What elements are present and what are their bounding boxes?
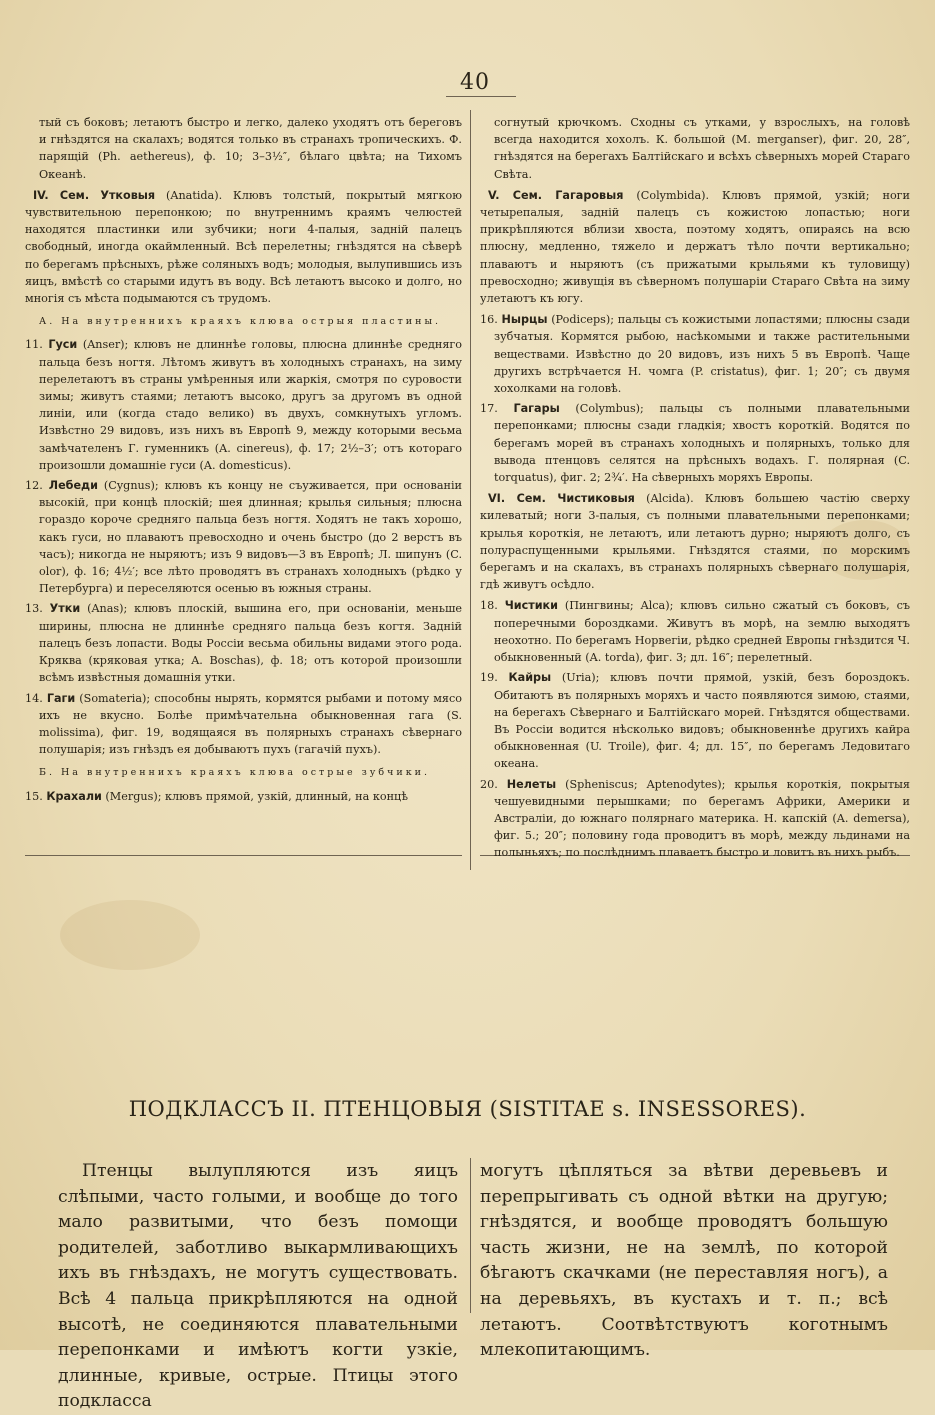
genus-entry: [480, 400, 910, 486]
family-text: (Colymbida). Клювъ прямой, узкій; ноги четырепалыя, задній палецъ съ кожистою лопастью; ноги прикрѣпляются вблизи хвоста, поэтому ходятъ, опираясь на всю плюсну, медленно, тяжело и держатъ тѣло почти вертикально; плаваютъ и ныряютъ (съ прижатыми крыльями къ туловищу) превосходно; живущія въ сѣверномъ полушаріи Стараго Свѣта на зиму улетаютъ къ югу.: [480, 188, 911, 306]
genus-name: Гагары: [513, 402, 560, 416]
entry-number: 19.: [480, 671, 509, 685]
genus-entry: [25, 690, 462, 759]
subsection-heading: Б. На внутреннихъ краяхъ клюва острые зубчики.: [39, 767, 430, 779]
genus-text: (Cygnus); клювъ къ концу не съуживается, при основаніи высокій, при концѣ плоскій; шея длинная; крылья сильныя; плюсна гораздо короче средняго пальца безъ ногтя. Ходятъ не такъ хорошо, какъ гуси, но плаваютъ превосходно и очень быстро (до 2 верстъ въ часъ); никогда не ныряютъ; изъ 9 видовъ—3 въ Европѣ; Л. шипунъ (C. olor), ф. 16; 4½′; все лѣто проводятъ въ странахъ холодныхъ (рѣдко у Петербурга) и переселяются осенью въ южныя страны.: [39, 479, 462, 596]
genus-name: Лебеди: [48, 479, 98, 493]
entry-number: 14.: [25, 691, 47, 705]
subsection-heading: А. На внутреннихъ краяхъ клюва острыя пластины.: [39, 316, 442, 328]
family-label: IV. Сем. Утковыя: [33, 188, 156, 202]
page-number: 40: [460, 70, 490, 95]
genus-entry: [25, 788, 462, 805]
genus-text: (Mergus); клювъ прямой, узкій, длинный, на концѣ: [101, 789, 408, 803]
family-text: (Alcida). Клювъ большею частію сверху килеватый; ноги 3-палыя, съ полными плавательными перепонками; крылья короткія, не летаютъ, или летаютъ дурно; ныряютъ долго, съ полураспущенными крыльями. Гнѣздятся стаями, по морскимъ берегамъ и на скалахъ, въ странахъ полярныхъ сѣвернаго полушарія, гдѣ живутъ осѣдло.: [480, 492, 911, 592]
page-number-rule: [446, 96, 516, 97]
family-paragraph: [480, 490, 910, 593]
entry-number: 17.: [480, 402, 514, 416]
genus-name: Чистики: [504, 599, 558, 613]
right-column: [480, 114, 910, 865]
genus-name: Гаги: [46, 691, 76, 705]
genus-text: (Somateria); способны нырять, кормятся рыбами и потому мясо ихъ не вкусно. Болѣе примѣчательна обыкновенная гага (S. molissima), фиг. 19, водящаяся въ полярныхъ странахъ сѣвернаго полушарія; изъ гнѣздъ ея добываютъ пухъ (гагачій пухъ).: [39, 691, 462, 757]
genus-text: (Colymbus); пальцы съ полными плавательными перепонками; плюсны сзади гладкія; хвостъ короткій. Водятся по берегамъ морей въ странахъ холодныхъ и полярныхъ, только для вывода птенцовъ селятся на прѣсныхъ водахъ. Г. полярная (C. torquatus), фиг. 2; 2¾′. На сѣверныхъ моряхъ Европы.: [494, 402, 910, 485]
lower-column-divider: [470, 1158, 471, 1313]
column-divider: [470, 110, 471, 870]
genus-name: Нырцы: [501, 313, 548, 327]
entry-number: 15.: [25, 789, 47, 803]
subclass-heading: ПОДКЛАССЪ II. ПТЕНЦОВЫЯ (SISTITAE s. INSESSORES).: [128, 1097, 807, 1121]
lower-right-paragraph: могутъ цѣпляться за вѣтви деревьевъ и перепрыгивать съ одной вѣтки на другую; гнѣздятся, и вообще проводятъ большую часть жизни, не на землѣ, по которой бѣгаютъ скачками (не переставляя ногъ), а на деревьяхъ, въ кустахъ и т. п.; всѣ летаютъ. Соотвѣтствуютъ коготнымъ млекопитающимъ.: [480, 1161, 888, 1361]
genus-entry: [25, 336, 462, 474]
family-paragraph: [25, 187, 462, 307]
genus-text: (Podiceps); пальцы съ кожистыми лопастями; плюсны сзади зубчатыя. Кормятся рыбою, насѣкомыми и также растительными веществами. Извѣстно до 20 видовъ, изъ нихъ 5 въ Европѣ. Чаще другихъ встрѣчается Н. чомга (P. cristatus), фиг. 1; 20″; съ двумя хохолками на головѣ.: [494, 313, 911, 396]
entry-number: 13.: [25, 602, 50, 616]
lower-left-paragraph: Птенцы вылупляются изъ яицъ слѣпыми, часто голыми, и вообще до того мало развитыми, что безъ помощи родителей, заботливо выкармливающихъ ихъ въ гнѣздахъ, не могутъ существовать. Всѣ 4 пальца прикрѣпляются на одной высотѣ, не соединяются плавательными перепонками и имѣютъ когти узкіе, длинные, кривые, острые. Птицы этого подкласса: [58, 1161, 458, 1412]
continued-paragraph: согнутый крючкомъ. Сходны съ утками, у взрослыхъ, на головѣ всегда находится хохолъ. К. большой (M. merganser), фиг. 20, 28″, гнѣздятся на берегахъ Балтійскаго и всѣхъ сѣверныхъ морей Стараго Свѣта.: [494, 116, 910, 181]
genus-entry: [25, 600, 462, 686]
genus-name: Крахали: [46, 789, 102, 803]
genus-entry: [480, 597, 910, 666]
genus-text: (Uria); клювъ почти прямой, узкій, безъ бороздокъ. Обитаютъ въ полярныхъ моряхъ и часто появляются зимою, стаями, на берегахъ Сѣвернаго и Балтійскаго морей. Гнѣздятся обществами. Въ Россіи водится нѣсколько видовъ; обыкновеннѣе другихъ кайра обыкновенная (U. Troile), фиг. 4; дл. 15″, по берегамъ Ледовитаго океана.: [494, 671, 910, 771]
genus-entry: [480, 669, 910, 772]
genus-entry: [480, 776, 910, 862]
genus-text: (Spheniscus; Aptenodytes); крылья короткія, покрытыя чешуевидными перышками; по берегамъ Африки, Америки и Австраліи, до южнаго полярнаго материка. Н. капскій (A. demersa), фиг. 5.; 20″; половину года проводитъ въ морѣ, между льдинами на полыньяхъ; по послѣднимъ плаваетъ быстро и ловитъ въ нихъ рыбъ.: [494, 777, 910, 860]
genus-name: Нелеты: [506, 777, 557, 791]
entry-number: 16.: [480, 313, 502, 327]
column-bottom-rule-left: [25, 855, 462, 856]
genus-text: (Пингвины; Alca); клювъ сильно сжатый съ боковъ, съ поперечными бороздками. Живутъ въ морѣ, на землю выходятъ неохотно. По берегамъ Норвегіи, рѣдко средней Европы гнѣздится Ч. обыкновенный (A. torda), фиг. 3; дл. 16″; перелетный.: [494, 599, 910, 665]
entry-number: 18.: [480, 599, 505, 613]
genus-text: (Anser); клювъ не длиннѣе головы, плюсна длиннѣе средняго пальца безъ ногтя. Лѣтомъ живутъ въ холодныхъ странахъ, на зиму перелетаютъ въ страны умѣренныя или жаркія, смотря по суровости зимы; живутъ стаями; летаютъ высоко, другъ за другомъ въ одной линіи, или (когда стадо велико) въ двухъ, сомкнутыхъ угломъ. Извѣстно 29 видовъ, изъ нихъ въ Европѣ 9, между которыми весьма замѣчателенъ Г. гуменникъ (A. cinereus), ф. 17; 2½–3′; отъ котораго произошли домашніе гуси (A. domesticus).: [39, 338, 462, 472]
continued-paragraph: тый съ боковъ; летаютъ быстро и легко, далеко уходятъ отъ береговъ и гнѣздятся на скалахъ; водятся только въ странахъ тропическихъ. Ф. парящій (Ph. aethereus), ф. 10; 3–3½″, бѣлаго цвѣта; на Тихомъ Океанѣ.: [39, 116, 462, 181]
entry-number: 20.: [480, 777, 507, 791]
family-label: VI. Сем. Чистиковыя: [488, 492, 635, 506]
entry-number: 12.: [25, 479, 49, 493]
family-text: (Anatida). Клювъ толстый, покрытый мягкою чувствительною перепонкою; по внутреннимъ краямъ челюстей находятся пластинки или зубчики; ноги 4-палыя, задній палецъ свободный, иногда окаймленный. Всѣ перелетны; гнѣздятся на сѣверѣ по берегамъ прѣсныхъ, рѣже соляныхъ водъ; молодыя, вылупившись изъ яицъ, вмѣстѣ со старыми идутъ въ воду. Всѣ летаютъ высоко и долго, но многія съ мѣста подымаются съ трудомъ.: [25, 188, 462, 306]
paper-stain: [60, 900, 200, 970]
genus-entry: [480, 311, 910, 397]
genus-entry: [25, 477, 462, 597]
left-column: [25, 114, 462, 808]
entry-number: 11.: [25, 338, 49, 352]
family-label: V. Сем. Гагаровыя: [488, 188, 624, 202]
genus-text: (Anas); клювъ плоскій, вышина его, при основаніи, меньше ширины, плюсна не длиннѣе средняго пальца безъ когтя. Задній палецъ безъ лопасти. Воды Россіи весьма обильны видами этого рода. Кряква (кряковая утка; A. Boschas), ф. 18; отъ которой произошли всѣмъ извѣстныя домашнія утки.: [39, 602, 462, 685]
genus-name: Гуси: [48, 338, 78, 352]
genus-name: Кайры: [508, 671, 552, 685]
genus-name: Утки: [49, 602, 81, 616]
family-paragraph: [480, 187, 910, 307]
